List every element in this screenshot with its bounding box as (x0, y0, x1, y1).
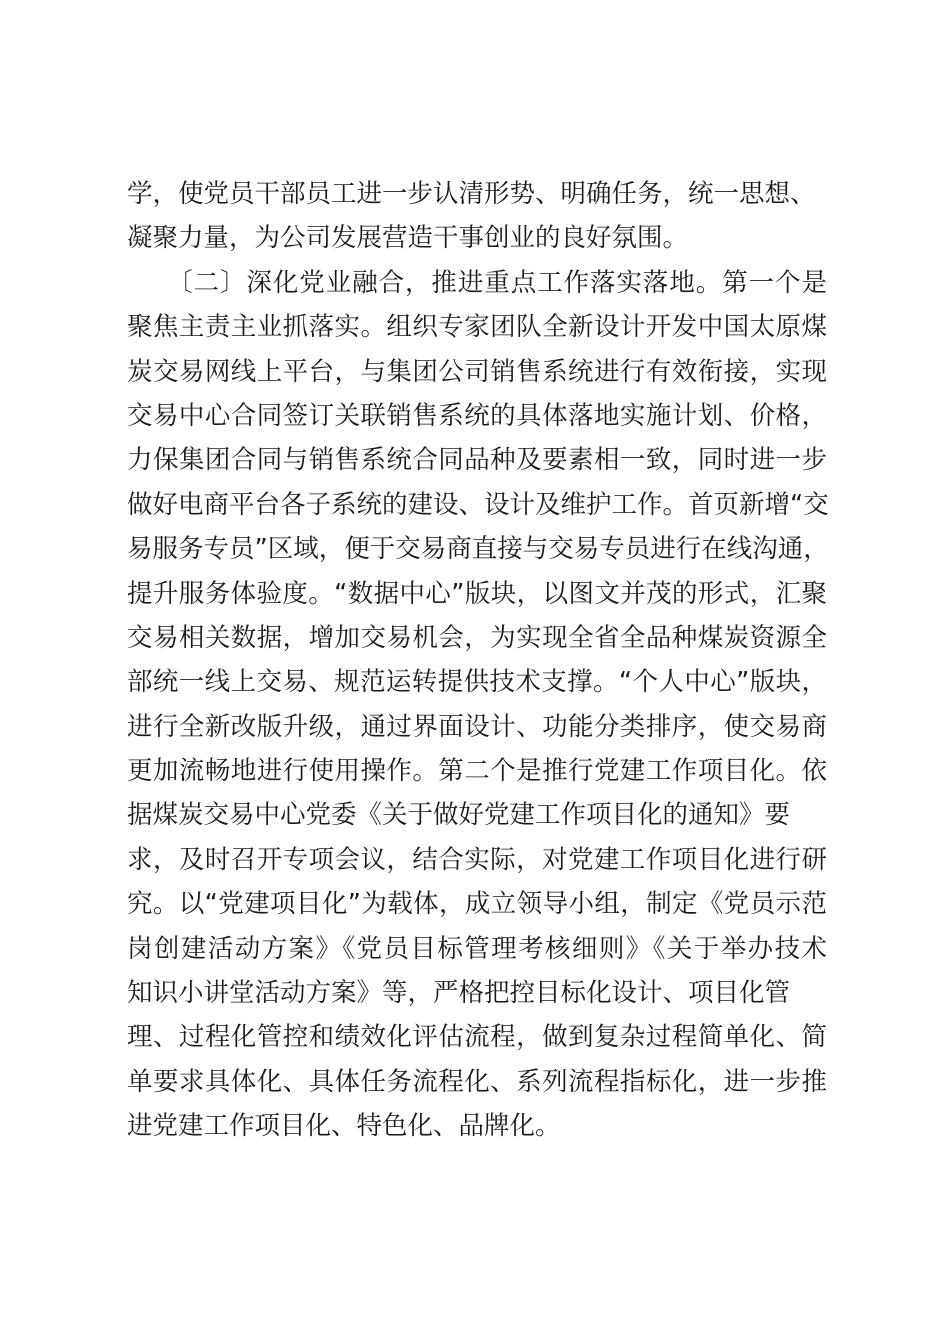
text-line: 聚焦主责主业抓落实。组织专家团队全新设计开发中国太原煤 (127, 312, 827, 343)
text-line: 岗创建活动方案》《党员目标管理考核细则》《关于举办技术 (127, 933, 827, 964)
text-line: 交易中心合同签订关联销售系统的具体落地实施计划、价格， (127, 400, 827, 431)
text-line: 单要求具体化、具体任务流程化、系列流程指标化，进一步推 (127, 1066, 827, 1097)
text-line: 学，使党员干部员工进一步认清形势、明确任务，统一思想、 (127, 179, 816, 209)
text-line: 进行全新改版升级，通过界面设计、功能分类排序，使交易商 (127, 711, 827, 742)
text-line: 究。以“党建项目化”为载体，成立领导小组，制定《党员示范 (127, 889, 827, 920)
text-line: 炭交易网线上平台，与集团公司销售系统进行有效衔接，实现 (127, 356, 827, 387)
text-line: 进党建工作项目化、特色化、品牌化。 (127, 1111, 561, 1142)
text-line: 力保集团合同与销售系统合同品种及要素相一致，同时进一步 (127, 445, 827, 476)
text-line: 凝聚力量，为公司发展营造干事创业的良好氛围。 (127, 223, 689, 254)
text-line: 做好电商平台各子系统的建设、设计及维护工作。首页新增“交 (127, 489, 829, 520)
text-line: 交易相关数据，增加交易机会，为实现全省全品种煤炭资源全 (127, 622, 827, 653)
text-line: 更加流畅地进行使用操作。第二个是推行党建工作项目化。依 (127, 756, 827, 787)
text-line: 部统一线上交易、规范运转提供技术支撑。“个人中心”版块， (127, 667, 827, 698)
text-line: 求，及时召开专项会议，结合实际，对党建工作项目化进行研 (127, 844, 827, 875)
text-line: 据煤炭交易中心党委《关于做好党建工作项目化的通知》要 (127, 800, 791, 831)
text-line: 易服务专员”区域，便于交易商直接与交易专员进行在线沟通， (127, 534, 829, 565)
text-line: 提升服务体验度。“数据中心”版块，以图文并茂的形式，汇聚 (127, 578, 827, 609)
text-line: 〔二〕深化党业融合，推进重点工作落实落地。第一个是 (127, 267, 827, 298)
body-text (127, 172, 827, 1149)
text-line: 知识小讲堂活动方案》等，严格把控目标化设计、项目化管 (127, 978, 791, 1009)
text-line: 理、过程化管控和绩效化评估流程，做到复杂过程简单化、简 (127, 1022, 827, 1053)
